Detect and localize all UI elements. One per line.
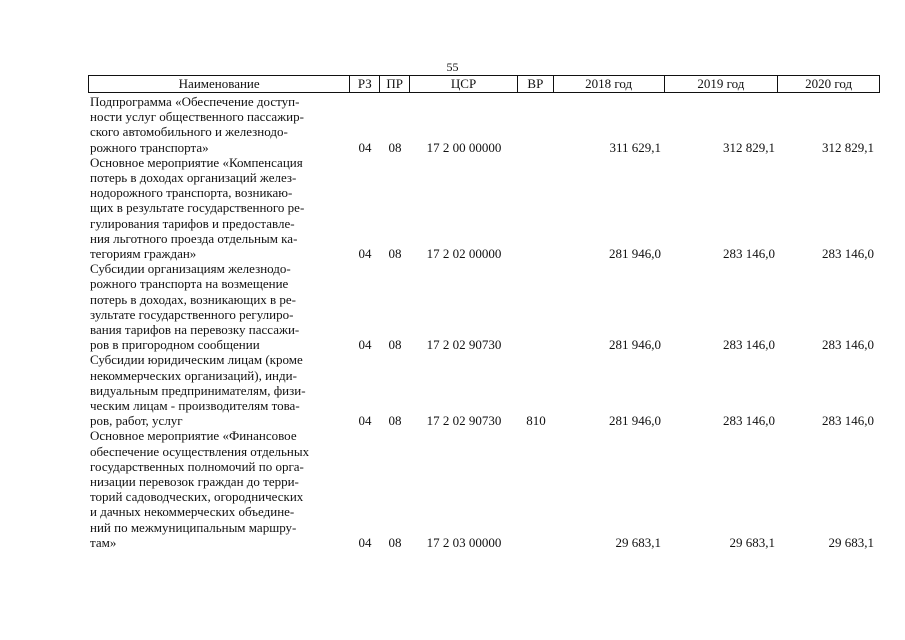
header-rz: РЗ bbox=[350, 76, 380, 92]
row-csr: 17 2 02 90730 bbox=[426, 337, 502, 353]
row-2019: 283 146,0 bbox=[723, 337, 775, 353]
row-pr: 08 bbox=[388, 534, 402, 550]
table-row bbox=[88, 261, 880, 352]
row-csr: 17 2 00 00000 bbox=[426, 139, 502, 155]
row-rz: 04 bbox=[358, 534, 372, 550]
row-2018: 281 946,0 bbox=[609, 246, 661, 262]
header-2018: 2018 год bbox=[554, 76, 665, 92]
table-row bbox=[88, 155, 880, 261]
row-name: Подпрограмма «Обеспечение доступ- ности услуг общественного пассажир- ского автомобильного и железнодо- рожного транспорта» bbox=[90, 94, 304, 155]
row-2020: 312 829,1 bbox=[822, 139, 874, 155]
row-csr: 17 2 02 00000 bbox=[426, 246, 502, 262]
row-2019: 283 146,0 bbox=[723, 413, 775, 429]
row-csr: 17 2 02 90730 bbox=[426, 413, 502, 429]
row-rz: 04 bbox=[358, 413, 372, 429]
row-pr: 08 bbox=[388, 337, 402, 353]
row-2019: 29 683,1 bbox=[729, 534, 775, 550]
table-row bbox=[88, 94, 880, 155]
header-name: Наименование bbox=[89, 76, 350, 92]
row-2018: 311 629,1 bbox=[609, 139, 661, 155]
row-rz: 04 bbox=[358, 246, 372, 262]
row-2019: 312 829,1 bbox=[723, 139, 775, 155]
row-name: Субсидии юридическим лицам (кроме некоммерческих организаций), инди- видуальным предпринимателям, физи- ческим лицам - производителям това- ров, работ, услуг bbox=[90, 352, 306, 429]
table-header bbox=[88, 75, 880, 93]
row-vr: 810 bbox=[526, 413, 546, 429]
row-2020: 283 146,0 bbox=[822, 413, 874, 429]
header-vr: ВР bbox=[518, 76, 554, 92]
table-row bbox=[88, 352, 880, 428]
row-name: Основное мероприятие «Компенсация потерь в доходах организаций желез- нодорожного транспорта, возникаю- щих в результате государственного ре- гулирования тарифов и предоставле- ния льготного проезда отдельным ка- тегориям граждан» bbox=[90, 154, 305, 262]
row-rz: 04 bbox=[358, 337, 372, 353]
header-2019: 2019 год bbox=[665, 76, 779, 92]
row-2020: 283 146,0 bbox=[822, 246, 874, 262]
table-body bbox=[88, 94, 880, 550]
header-csr: ЦСР bbox=[410, 76, 518, 92]
page-number: 55 bbox=[446, 60, 459, 74]
row-pr: 08 bbox=[388, 139, 402, 155]
row-pr: 08 bbox=[388, 413, 402, 429]
row-2020: 29 683,1 bbox=[828, 534, 874, 550]
row-name: Субсидии организациям железнодо- рожного транспорта на возмещение потерь в доходах, возникающих в ре- зультате государственного регулиро- вания тарифов на перевозку пассажи- ров в пригородном сообщении bbox=[90, 261, 300, 353]
row-name: Основное мероприятие «Финансовое обеспечение осуществления отдельных государственных полномочий по орга- низации перевозок граждан до терри- торий садоводческих, огороднических и дачных некоммерческих объедине- ний по межмуниципальным маршру- там» bbox=[90, 428, 310, 550]
row-2018: 281 946,0 bbox=[609, 337, 661, 353]
row-2018: 29 683,1 bbox=[615, 534, 661, 550]
row-pr: 08 bbox=[388, 246, 402, 262]
row-csr: 17 2 03 00000 bbox=[426, 534, 502, 550]
header-pr: ПР bbox=[380, 76, 410, 92]
row-2020: 283 146,0 bbox=[822, 337, 874, 353]
row-rz: 04 bbox=[358, 139, 372, 155]
row-2019: 283 146,0 bbox=[723, 246, 775, 262]
table-row bbox=[88, 428, 880, 550]
header-2020: 2020 год bbox=[805, 76, 853, 91]
row-2018: 281 946,0 bbox=[609, 413, 661, 429]
